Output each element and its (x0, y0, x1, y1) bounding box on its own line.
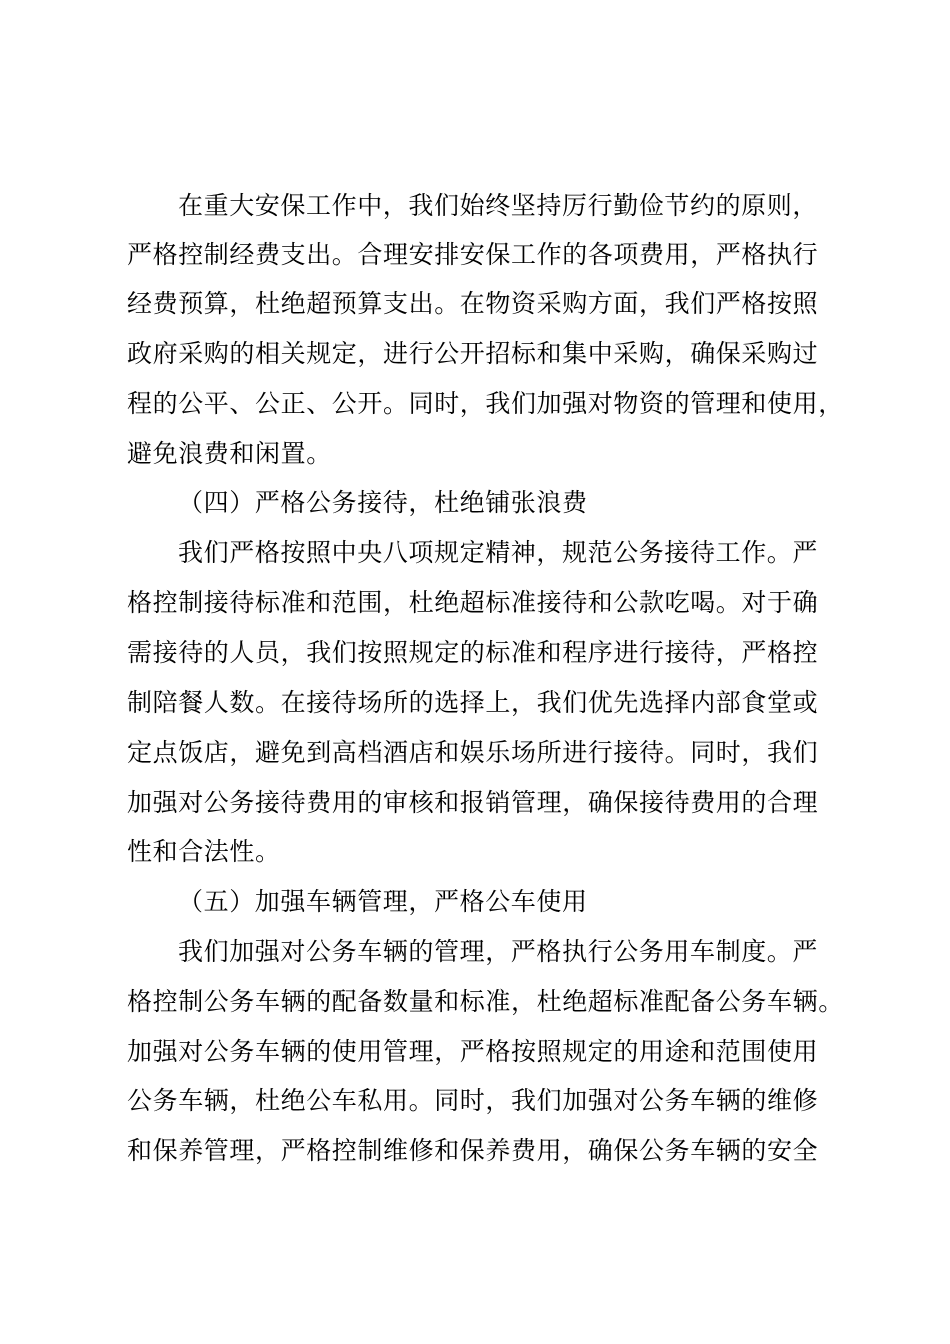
paragraph-3-line-2: 格控制公务车辆的配备数量和标准，杜绝超标准配备公务车辆。 (127, 987, 844, 1016)
section-heading-5: （五）加强车辆管理，严格公车使用 (178, 887, 588, 916)
paragraph-2-line-6: 加强对公务接待费用的审核和报销管理，确保接待费用的合理 (127, 788, 819, 817)
paragraph-2-line-7: 性和合法性。 (127, 837, 281, 866)
paragraph-1-line-2: 严格控制经费支出。合理安排安保工作的各项费用，严格执行 (127, 240, 819, 269)
paragraph-1-line-4: 政府采购的相关规定，进行公开招标和集中采购，确保采购过 (127, 339, 819, 368)
paragraph-1-line-1: 在重大安保工作中，我们始终坚持厉行勤俭节约的原则， (178, 191, 819, 220)
paragraph-3-line-1: 我们加强对公务车辆的管理，严格执行公务用车制度。严 (178, 937, 819, 966)
paragraph-3-line-4: 公务车辆，杜绝公车私用。同时，我们加强对公务车辆的维修 (127, 1086, 819, 1115)
paragraph-3-line-3: 加强对公务车辆的使用管理，严格按照规定的用途和范围使用 (127, 1037, 819, 1066)
paragraph-2-line-3: 需接待的人员，我们按照规定的标准和程序进行接待，严格控 (127, 638, 819, 667)
paragraph-1-line-3: 经费预算，杜绝超预算支出。在物资采购方面，我们严格按照 (127, 289, 819, 318)
paragraph-2-line-4: 制陪餐人数。在接待场所的选择上，我们优先选择内部食堂或 (127, 688, 819, 717)
paragraph-3-line-5: 和保养管理，严格控制维修和保养费用，确保公务车辆的安全 (127, 1136, 819, 1165)
section-heading-4: （四）严格公务接待，杜绝铺张浪费 (178, 488, 588, 517)
paragraph-1-line-5: 程的公平、公正、公开。同时，我们加强对物资的管理和使用， (127, 389, 844, 418)
paragraph-2-line-2: 格控制接待标准和范围，杜绝超标准接待和公款吃喝。对于确 (127, 588, 819, 617)
paragraph-2-line-1: 我们严格按照中央八项规定精神，规范公务接待工作。严 (178, 538, 819, 567)
paragraph-2-line-5: 定点饭店，避免到高档酒店和娱乐场所进行接待。同时，我们 (127, 738, 819, 767)
paragraph-1-line-6: 避免浪费和闲置。 (127, 439, 332, 468)
